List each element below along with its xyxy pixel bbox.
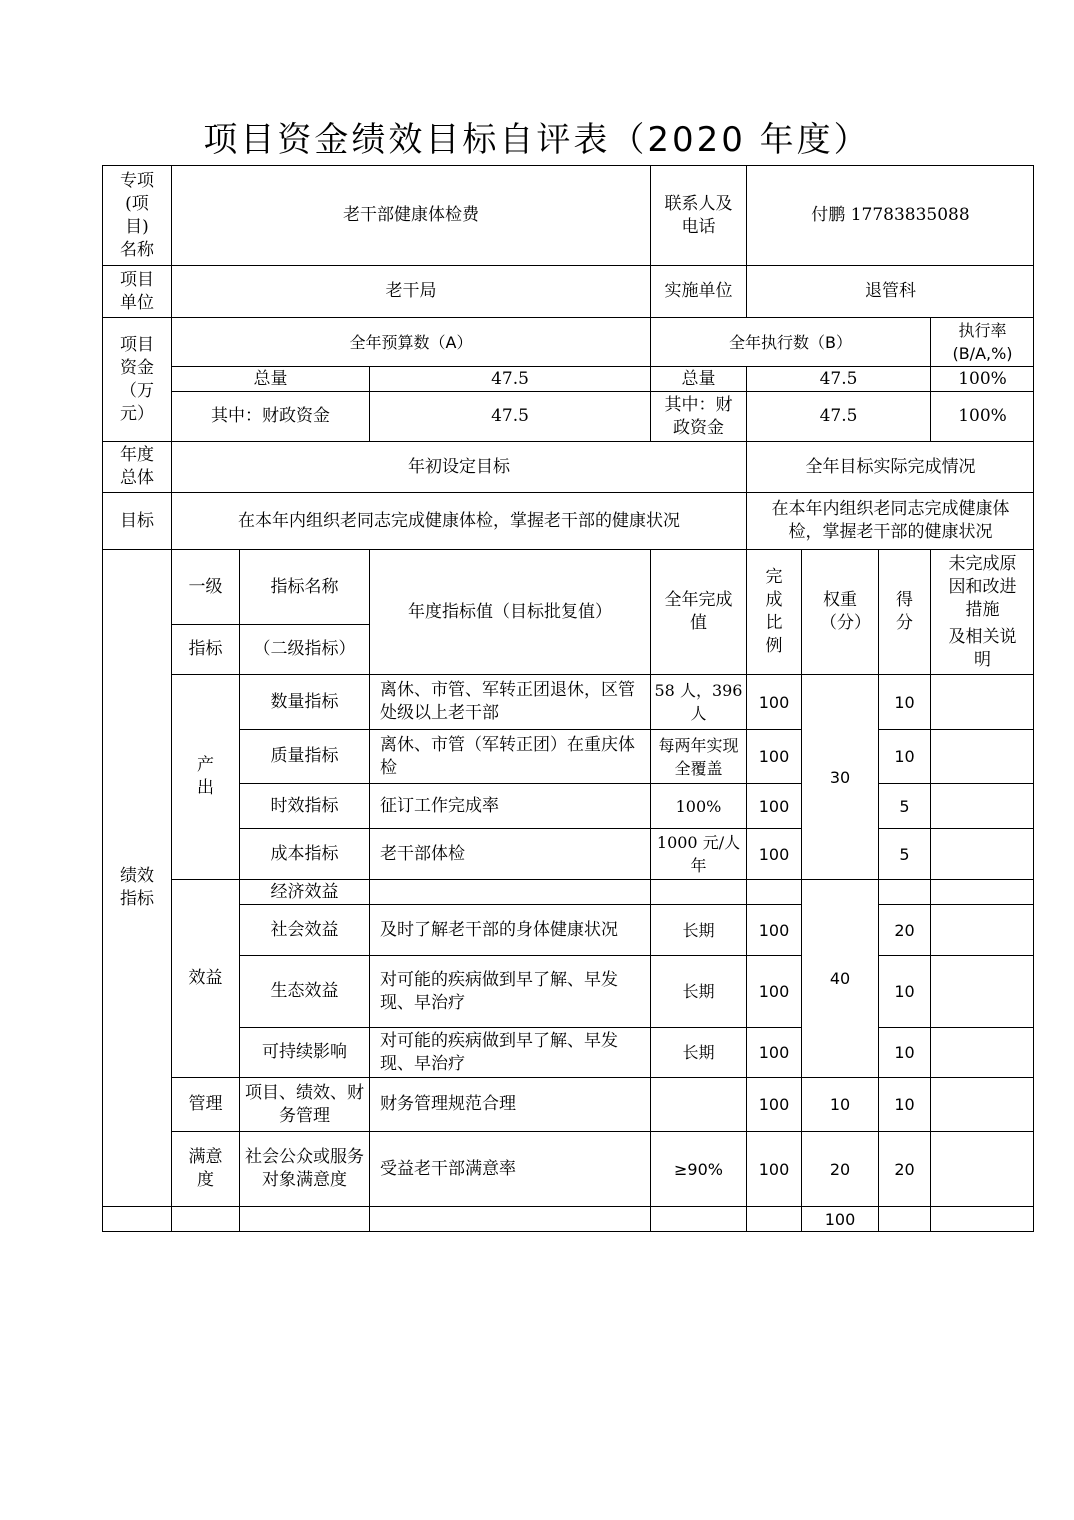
funds-total-value-a: 47.5 <box>369 366 650 391</box>
indicator-reason <box>930 729 1034 783</box>
indicator-target: 对可能的疾病做到早了解、早发现、早治疗 <box>369 955 650 1027</box>
reason-header-top-text: 未完成原因和改进措施 <box>948 553 1017 620</box>
indicator-name: 生态效益 <box>239 955 369 1027</box>
indicator-completed: 1000 元/人年 <box>650 828 746 879</box>
impl-value: 退管科 <box>746 265 1034 317</box>
indicator-reason <box>930 1077 1034 1131</box>
total-cell-2 <box>171 1206 239 1231</box>
weight-header-text: 权重（分） <box>820 590 871 633</box>
unit-label-text: 项目单位 <box>120 269 154 313</box>
indicator-completed <box>650 1077 746 1131</box>
indicator-name: 可持续影响 <box>239 1027 369 1077</box>
score-header-text: 得分 <box>896 590 913 633</box>
indicator-target: 对可能的疾病做到早了解、早发现、早治疗 <box>369 1027 650 1077</box>
contact-label-text: 联系人及电话 <box>664 193 733 237</box>
total-cell-4 <box>369 1206 650 1231</box>
indicator-ratio: 100 <box>746 674 801 729</box>
funds-fiscal-label-b <box>650 391 746 441</box>
indicator-ratio: 100 <box>746 1077 801 1131</box>
indicator-name: 质量指标 <box>239 729 369 783</box>
total-cell-8 <box>878 1206 930 1231</box>
indicator-name: 时效指标 <box>239 783 369 828</box>
indicator-target <box>369 879 650 904</box>
reason-header-top <box>930 549 1034 624</box>
budget-header: 全年预算数（A） <box>171 317 650 366</box>
goals-set-text: 在本年内组织老同志完成健康体检，掌握老干部的健康状况 <box>171 492 746 549</box>
weight-benefit: 40 <box>801 879 878 1077</box>
total-cell-5 <box>650 1206 746 1231</box>
indicators-section-label <box>102 549 171 1206</box>
indicator-name: 经济效益 <box>239 879 369 904</box>
indicator-target: 老干部体检 <box>369 828 650 879</box>
indicator-completed: 长期 <box>650 1027 746 1077</box>
name-header-top: 指标名称 <box>239 549 369 624</box>
indicator-reason <box>930 955 1034 1027</box>
rate-header-text: 执行率(B/A,%) <box>952 321 1013 363</box>
project-name-label-text: 专项(项目)名称 <box>120 170 154 260</box>
level1-header-bottom: 指标 <box>171 624 239 674</box>
funds-label <box>102 317 171 441</box>
indicator-target: 征订工作完成率 <box>369 783 650 828</box>
weight-satisfaction: 20 <box>801 1131 878 1206</box>
indicator-score: 10 <box>878 674 930 729</box>
indicator-reason <box>930 1131 1034 1206</box>
indicator-completed <box>650 879 746 904</box>
goals-set-header: 年初设定目标 <box>171 441 746 492</box>
group-satisfaction-text: 满意度 <box>188 1147 223 1190</box>
indicator-score <box>878 879 930 904</box>
funds-label-text: 项目资金（万元） <box>120 334 154 424</box>
name-header-bottom: （二级指标） <box>239 624 369 674</box>
table-bottom-border <box>102 1231 1034 1232</box>
project-name-label <box>102 165 171 265</box>
total-cell-9 <box>930 1206 1034 1231</box>
funds-fiscal-value-a: 47.5 <box>369 391 650 441</box>
group-output-text: 产出 <box>197 755 214 798</box>
indicator-target: 离休、市管、军转正团退休，区管处级以上老干部 <box>369 674 650 729</box>
reason-header-bottom-text: 及相关说明 <box>948 627 1017 670</box>
indicator-completed: 每两年实现全覆盖 <box>650 729 746 783</box>
group-benefit: 效益 <box>171 879 239 1077</box>
indicator-name: 数量指标 <box>239 674 369 729</box>
indicator-target: 离休、市管（军转正团）在重庆体检 <box>369 729 650 783</box>
indicator-name: 成本指标 <box>239 828 369 879</box>
indicator-score: 10 <box>878 729 930 783</box>
total-weight: 100 <box>801 1206 878 1231</box>
form-title: 项目资金绩效目标自评表（2020 年度） <box>203 120 871 160</box>
indicator-score: 5 <box>878 783 930 828</box>
indicator-ratio: 100 <box>746 828 801 879</box>
indicator-ratio: 100 <box>746 783 801 828</box>
group-satisfaction <box>171 1131 239 1206</box>
indicator-score: 10 <box>878 1077 930 1131</box>
total-cell-1 <box>102 1206 171 1231</box>
indicator-reason <box>930 879 1034 904</box>
project-name-value: 老干部健康体检费 <box>171 165 650 265</box>
score-header <box>878 549 930 674</box>
indicator-target: 受益老干部满意率 <box>369 1131 650 1206</box>
group-management: 管理 <box>171 1077 239 1131</box>
indicator-ratio: 100 <box>746 1131 801 1206</box>
indicator-ratio: 100 <box>746 729 801 783</box>
weight-output: 30 <box>801 674 878 879</box>
group-output <box>171 674 239 879</box>
table-right-border <box>1033 165 1034 1231</box>
indicator-reason <box>930 674 1034 729</box>
indicator-ratio: 100 <box>746 904 801 955</box>
goals-actual-text: 在本年内组织老同志完成健康体检，掌握老干部的健康状况 <box>746 492 1034 549</box>
reason-header-bottom <box>930 624 1034 674</box>
contact-label <box>650 165 746 265</box>
indicator-reason <box>930 904 1034 955</box>
funds-fiscal-rate: 100% <box>930 391 1034 441</box>
ratio-header <box>746 549 801 674</box>
funds-fiscal-label-b-text: 其中：财政资金 <box>664 394 733 438</box>
indicator-completed: 58 人，396 人 <box>650 674 746 729</box>
contact-value: 付鹏 17783835088 <box>746 165 1034 265</box>
indicator-reason <box>930 783 1034 828</box>
indicator-score: 20 <box>878 904 930 955</box>
completed-header-text: 全年完成值 <box>664 590 733 633</box>
total-cell-6 <box>746 1206 801 1231</box>
unit-label <box>102 265 171 317</box>
indicator-name: 项目、绩效、财务管理 <box>239 1077 369 1131</box>
indicator-score: 20 <box>878 1131 930 1206</box>
indicator-reason <box>930 828 1034 879</box>
indicator-target: 财务管理规范合理 <box>369 1077 650 1131</box>
ratio-header-text: 完成比例 <box>765 567 783 656</box>
funds-total-rate: 100% <box>930 366 1034 391</box>
total-cell-3 <box>239 1206 369 1231</box>
impl-label: 实施单位 <box>650 265 746 317</box>
indicator-completed: 100% <box>650 783 746 828</box>
indicator-score: 5 <box>878 828 930 879</box>
unit-value: 老干局 <box>171 265 650 317</box>
level1-header-top: 一级 <box>171 549 239 624</box>
indicator-ratio <box>746 879 801 904</box>
indicator-ratio: 100 <box>746 1027 801 1077</box>
indicator-completed: ≥90% <box>650 1131 746 1206</box>
funds-total-label-a: 总量 <box>171 366 369 391</box>
indicator-score: 10 <box>878 1027 930 1077</box>
rate-header <box>930 317 1034 366</box>
funds-fiscal-value-b: 47.5 <box>746 391 930 441</box>
indicator-ratio: 100 <box>746 955 801 1027</box>
funds-total-value-b: 47.5 <box>746 366 930 391</box>
indicator-score: 10 <box>878 955 930 1027</box>
funds-fiscal-label-a: 其中：财政资金 <box>171 391 369 441</box>
indicator-reason <box>930 1027 1034 1077</box>
goals-label-bottom: 目标 <box>102 492 171 549</box>
indicators-section-label-text: 绩效指标 <box>120 866 154 909</box>
weight-header <box>801 549 878 674</box>
weight-management: 10 <box>801 1077 878 1131</box>
exec-header: 全年执行数（B） <box>650 317 930 366</box>
indicator-target: 及时了解老干部的身体健康状况 <box>369 904 650 955</box>
goals-label-top-text: 年度总体 <box>120 445 154 488</box>
indicator-completed: 长期 <box>650 904 746 955</box>
goals-actual-header: 全年目标实际完成情况 <box>746 441 1034 492</box>
indicator-name: 社会效益 <box>239 904 369 955</box>
indicator-name: 社会公众或服务对象满意度 <box>239 1131 369 1206</box>
target-header: 年度指标值（目标批复值） <box>369 549 650 674</box>
funds-total-label-b: 总量 <box>650 366 746 391</box>
goals-label-top <box>102 441 171 492</box>
indicator-completed: 长期 <box>650 955 746 1027</box>
completed-header <box>650 549 746 674</box>
